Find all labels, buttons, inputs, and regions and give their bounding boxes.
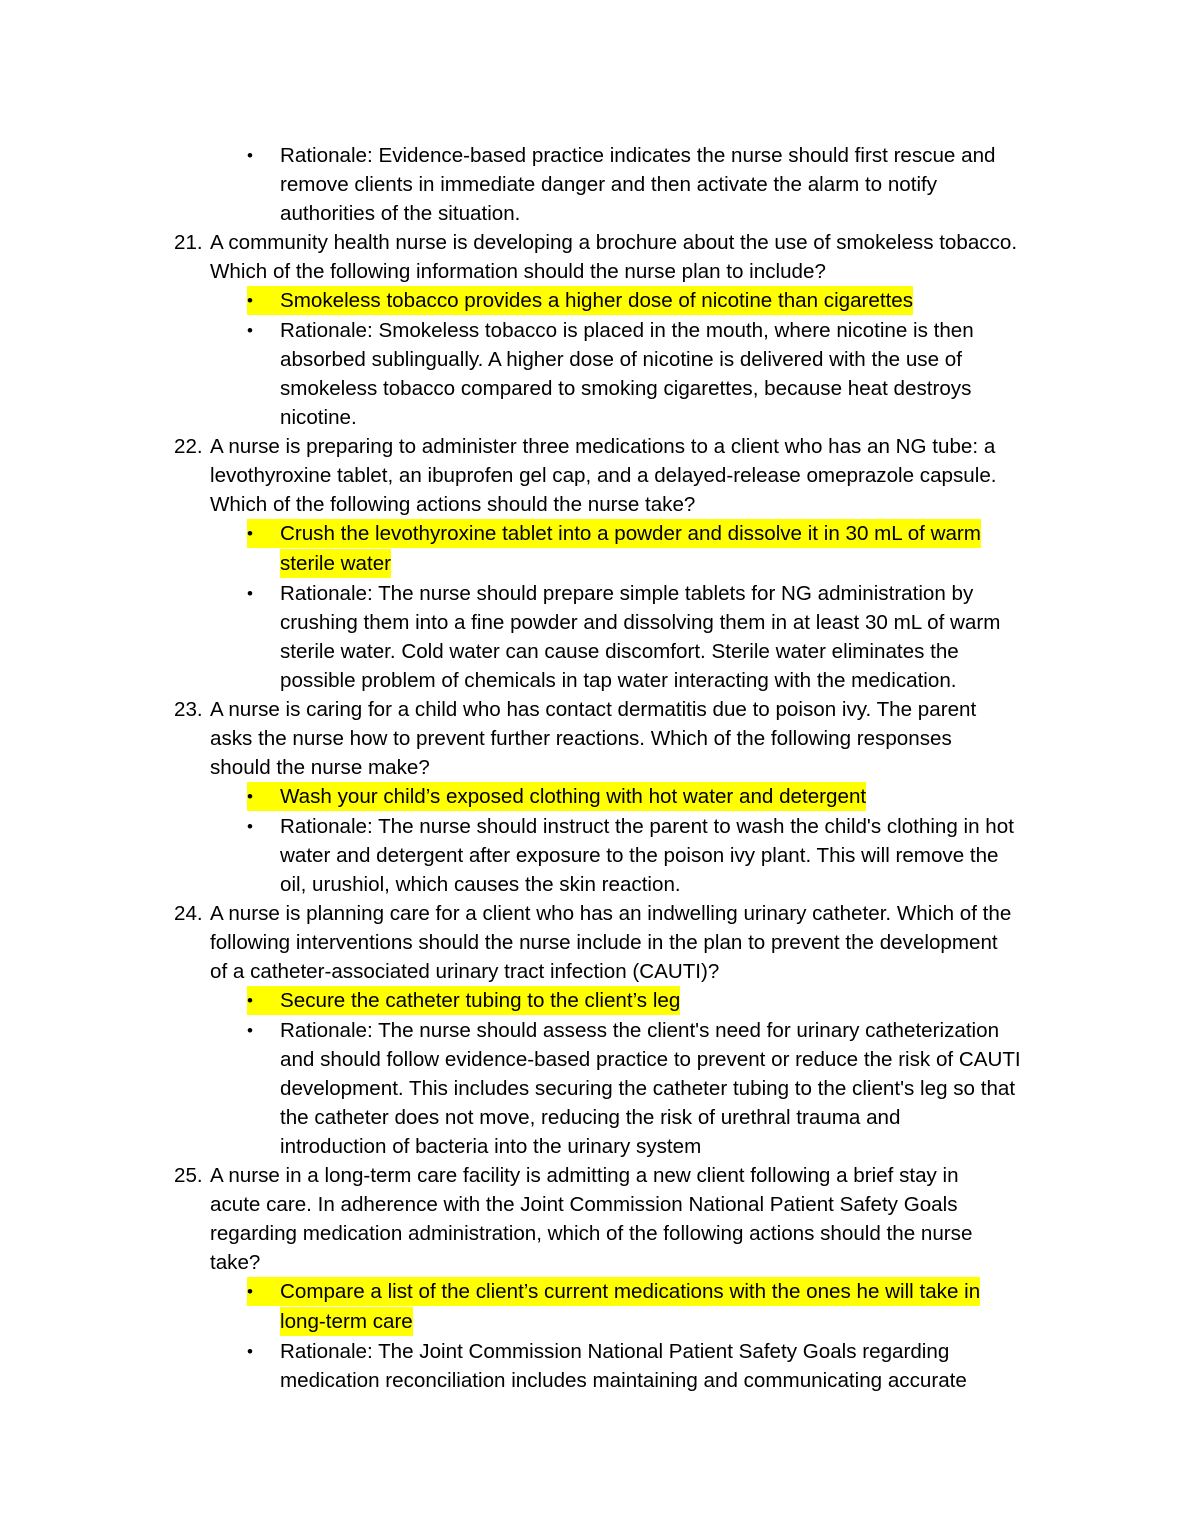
question-text: regarding medication administration, which of the following actions should the nurse [210, 1222, 973, 1245]
rationale-text: Rationale: The nurse should prepare simple tablets for NG administration by [280, 582, 974, 605]
question-number: 24. [174, 902, 203, 925]
rationale-line [0, 1132, 1190, 1161]
question-line [0, 461, 1190, 490]
answer-line [0, 1277, 1190, 1307]
rationale-line [0, 141, 1190, 170]
question-number: 22. [174, 435, 203, 458]
rationale-text: nicotine. [280, 406, 357, 429]
question-line [0, 957, 1190, 986]
question-text: levothyroxine tablet, an ibuprofen gel cap, and a delayed-release omeprazole capsule. [210, 464, 997, 487]
rationale-text: water and detergent after exposure to the poison ivy plant. This will remove the [280, 844, 999, 867]
question-line [0, 899, 1190, 928]
rationale-line [0, 316, 1190, 345]
question-text: Which of the following actions should the nurse take? [210, 493, 696, 516]
question-text: should the nurse make? [210, 756, 430, 779]
question-line [0, 695, 1190, 724]
bullet-icon: • [247, 1021, 253, 1040]
bullet-icon: • [247, 817, 253, 836]
rationale-text: possible problem of chemicals in tap water interacting with the medication. [280, 669, 957, 692]
rationale-text: medication reconciliation includes maintaining and communicating accurate [280, 1369, 967, 1392]
rationale-text: Rationale: The nurse should instruct the parent to wash the child's clothing in hot [280, 815, 1014, 838]
question-line [0, 228, 1190, 257]
answer-text: long-term care [280, 1307, 413, 1336]
rationale-line [0, 403, 1190, 432]
rationale-line [0, 812, 1190, 841]
rationale-text: smokeless tobacco compared to smoking cigarettes, because heat destroys [280, 377, 972, 400]
rationale-line [0, 666, 1190, 695]
rationale-text: Rationale: The Joint Commission National Patient Safety Goals regarding [280, 1340, 950, 1363]
question-text: Which of the following information should the nurse plan to include? [210, 260, 826, 283]
rationale-text: oil, urushiol, which causes the skin reaction. [280, 873, 681, 896]
question-line [0, 928, 1190, 957]
question-line [0, 1161, 1190, 1190]
rationale-text: Rationale: The nurse should assess the client's need for urinary catheterization [280, 1019, 1000, 1042]
rationale-line [0, 170, 1190, 199]
rationale-line [0, 199, 1190, 228]
bullet-icon: • [247, 1277, 280, 1306]
bullet-icon: • [247, 321, 253, 340]
answer-text: Secure the catheter tubing to the client’s leg [280, 986, 680, 1015]
question-line [0, 490, 1190, 519]
question-line [0, 753, 1190, 782]
rationale-text: development. This includes securing the catheter tubing to the client's leg so that [280, 1077, 1016, 1100]
question-line [0, 257, 1190, 286]
question-text: A nurse is caring for a child who has contact dermatitis due to poison ivy. The parent [210, 698, 977, 721]
bullet-icon: • [247, 986, 280, 1015]
question-text: A nurse is preparing to administer three medications to a client who has an NG tube: a [210, 435, 996, 458]
rationale-text: introduction of bacteria into the urinary system [280, 1135, 702, 1158]
question-number: 25. [174, 1164, 203, 1187]
rationale-text: sterile water. Cold water can cause discomfort. Sterile water eliminates the [280, 640, 959, 663]
answer-line [0, 286, 1190, 316]
rationale-line [0, 608, 1190, 637]
answer-line [0, 986, 1190, 1016]
rationale-text: Rationale: Evidence-based practice indicates the nurse should first rescue and [280, 144, 996, 167]
bullet-icon: • [247, 286, 280, 315]
answer-line [0, 1307, 1190, 1337]
question-text: of a catheter-associated urinary tract infection (CAUTI)? [210, 960, 720, 983]
question-text: A nurse in a long-term care facility is admitting a new client following a brief stay in [210, 1164, 959, 1187]
rationale-text: Rationale: Smokeless tobacco is placed in the mouth, where nicotine is then [280, 319, 974, 342]
rationale-line [0, 1074, 1190, 1103]
answer-text: Crush the levothyroxine tablet into a powder and dissolve it in 30 mL of warm [280, 519, 981, 548]
question-number: 23. [174, 698, 203, 721]
rationale-text: the catheter does not move, reducing the risk of urethral trauma and [280, 1106, 901, 1129]
answer-text: Smokeless tobacco provides a higher dose of nicotine than cigarettes [280, 286, 913, 315]
question-line [0, 432, 1190, 461]
rationale-line [0, 579, 1190, 608]
question-line [0, 1248, 1190, 1277]
question-text: asks the nurse how to prevent further reactions. Which of the following responses [210, 727, 952, 750]
question-line [0, 1219, 1190, 1248]
bullet-icon: • [247, 519, 280, 548]
rationale-line [0, 1366, 1190, 1395]
question-line [0, 1190, 1190, 1219]
question-number: 21. [174, 231, 203, 254]
rationale-line [0, 841, 1190, 870]
question-line [0, 724, 1190, 753]
bullet-icon: • [247, 782, 280, 811]
answer-line [0, 549, 1190, 579]
rationale-line [0, 1016, 1190, 1045]
rationale-line [0, 870, 1190, 899]
rationale-text: crushing them into a fine powder and dissolving them in at least 30 mL of warm [280, 611, 1001, 634]
rationale-line [0, 374, 1190, 403]
rationale-text: and should follow evidence-based practice to prevent or reduce the risk of CAUTI [280, 1048, 1021, 1071]
answer-text: Wash your child’s exposed clothing with hot water and detergent [280, 782, 866, 811]
rationale-text: authorities of the situation. [280, 202, 521, 225]
bullet-icon: • [247, 146, 253, 165]
question-text: following interventions should the nurse include in the plan to prevent the development [210, 931, 998, 954]
question-text: acute care. In adherence with the Joint Commission National Patient Safety Goals [210, 1193, 958, 1216]
rationale-line [0, 637, 1190, 666]
rationale-line [0, 345, 1190, 374]
bullet-icon: • [247, 584, 253, 603]
bullet-icon: • [247, 1342, 253, 1361]
document-content [0, 141, 1190, 1395]
answer-line [0, 519, 1190, 549]
question-text: A nurse is planning care for a client who has an indwelling urinary catheter. Which of the [210, 902, 1012, 925]
rationale-line [0, 1103, 1190, 1132]
answer-text: sterile water [280, 549, 391, 578]
rationale-text: remove clients in immediate danger and then activate the alarm to notify [280, 173, 938, 196]
rationale-line [0, 1045, 1190, 1074]
question-text: A community health nurse is developing a brochure about the use of smokeless tobacco. [210, 231, 1018, 254]
rationale-line [0, 1337, 1190, 1366]
question-text: take? [210, 1251, 261, 1274]
rationale-text: absorbed sublingually. A higher dose of nicotine is delivered with the use of [280, 348, 962, 371]
answer-line [0, 782, 1190, 812]
answer-text: Compare a list of the client’s current medications with the ones he will take in [280, 1277, 980, 1306]
